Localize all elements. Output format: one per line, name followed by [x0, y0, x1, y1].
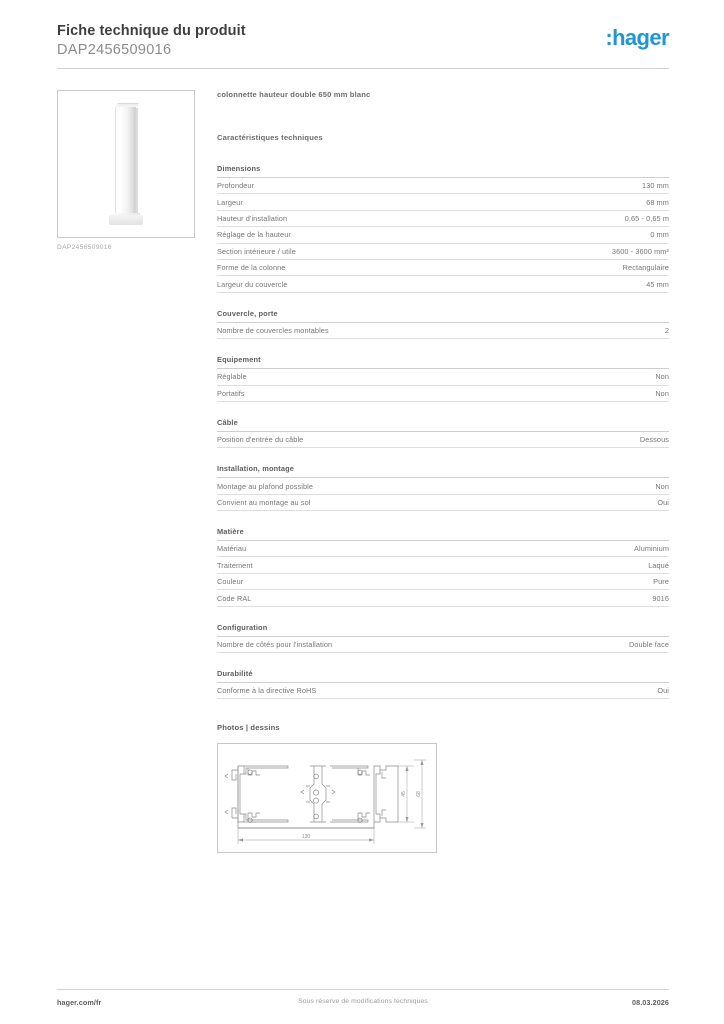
spec-group: [217, 355, 669, 402]
spec-heading: Caractéristiques techniques: [217, 133, 323, 142]
spec-label: Largeur du couvercle: [217, 279, 288, 289]
spec-value: 2: [664, 326, 669, 336]
spec-value: Pure: [653, 577, 669, 587]
spec-label: Portatifs: [217, 388, 245, 398]
spec-value: Rectangulaire: [622, 263, 669, 273]
spec-value: 0 mm: [650, 230, 669, 240]
spec-label: Réglage de la hauteur: [217, 230, 291, 240]
spec-group-title: Couvercle, porte: [217, 309, 669, 323]
spec-row: [217, 495, 669, 511]
spec-group-title: Installation, montage: [217, 464, 669, 478]
spec-value: Non: [655, 372, 669, 382]
spec-row: [217, 194, 669, 210]
spec-group-title: Câble: [217, 418, 669, 432]
product-image: [57, 90, 195, 238]
spec-row: [217, 557, 669, 573]
spec-value: 68 mm: [646, 197, 669, 207]
technical-drawing: [217, 743, 437, 853]
spec-value: Dessous: [639, 435, 669, 445]
spec-row: [217, 574, 669, 590]
spec-value: 3600 - 3600 mm²: [611, 246, 669, 256]
spec-group-title: Configuration: [217, 623, 669, 637]
spec-value: Non: [655, 481, 669, 491]
spec-row: [217, 178, 669, 194]
svg-text:130: 130: [301, 834, 311, 841]
spec-label: Couleur: [217, 577, 244, 587]
spec-row: [217, 432, 669, 448]
photos-heading: Photos | dessins: [217, 723, 280, 733]
hager-logo: :hager: [605, 25, 669, 50]
spec-label: Montage au plafond possible: [217, 481, 314, 491]
svg-text:68: 68: [416, 791, 422, 798]
spec-group: [217, 527, 669, 607]
svg-text:45: 45: [401, 791, 407, 798]
spec-value: Aluminium: [634, 544, 669, 554]
spec-label: Nombre de côtés pour l'installation: [217, 639, 333, 649]
spec-group: [217, 464, 669, 511]
spec-value: 45 mm: [646, 279, 669, 289]
spec-group: [217, 418, 669, 448]
spec-row: [217, 541, 669, 557]
spec-row: [217, 637, 669, 653]
spec-label: Code RAL: [217, 593, 252, 603]
spec-row: [217, 478, 669, 494]
spec-label: Convient au montage au sol: [217, 497, 311, 507]
spec-label: Position d'entrée du câble: [217, 435, 304, 445]
spec-value: Double face: [628, 639, 669, 649]
spec-value: 9016: [652, 593, 669, 603]
spec-row: [217, 227, 669, 243]
spec-group-title: Dimensions: [217, 164, 669, 178]
spec-label: Largeur: [217, 197, 243, 207]
spec-group: [217, 309, 669, 339]
spec-row: [217, 590, 669, 606]
spec-group-title: Durabilité: [217, 669, 669, 683]
spec-value: 0,65 - 0,65 m: [624, 214, 669, 224]
spec-label: Section intérieure / utile: [217, 246, 296, 256]
spec-row: [217, 276, 669, 292]
footer-divider: [57, 989, 669, 990]
spec-row: [217, 323, 669, 339]
spec-value: Oui: [657, 497, 669, 507]
spec-row: [217, 244, 669, 260]
spec-value: 130 mm: [642, 181, 669, 191]
spec-label: Forme de la colonne: [217, 263, 286, 273]
spec-row: [217, 260, 669, 276]
spec-group-title: Matière: [217, 527, 669, 541]
spec-row: [217, 369, 669, 385]
spec-label: Profondeur: [217, 181, 255, 191]
page-title: Fiche technique du produit: [57, 23, 246, 39]
footer-disclaimer: Sous réserve de modifications techniques: [298, 998, 428, 1005]
spec-value: Non: [655, 388, 669, 398]
spec-row: [217, 211, 669, 227]
page-header: [57, 22, 669, 60]
spec-groups: [217, 164, 669, 699]
spec-value: Oui: [657, 686, 669, 696]
product-name: colonnette hauteur double 650 mm blanc: [217, 90, 371, 99]
main-content: [217, 90, 669, 853]
spec-label: Conforme à la directive RoHS: [217, 686, 317, 696]
product-image-caption: DAP2456509016: [57, 244, 112, 251]
profile-cross-section-icon: [218, 744, 436, 852]
spec-label: Hauteur d'installation: [217, 214, 288, 224]
spec-label: Matériau: [217, 544, 247, 554]
spec-group: [217, 164, 669, 293]
spec-group-title: Equipement: [217, 355, 669, 369]
page-footer: [57, 998, 669, 1007]
header-divider: [57, 68, 669, 69]
spec-label: Nombre de couvercles montables: [217, 326, 329, 336]
spec-group: [217, 669, 669, 699]
footer-website[interactable]: hager.com/fr: [57, 998, 102, 1007]
spec-label: Réglable: [217, 372, 247, 382]
product-reference: DAP2456509016: [57, 42, 172, 59]
spec-value: Laqué: [648, 560, 669, 570]
spec-group: [217, 623, 669, 653]
product-column-photo-icon: [108, 103, 144, 227]
spec-label: Traitement: [217, 560, 253, 570]
spec-row: [217, 683, 669, 699]
footer-date: 08.03.2026: [632, 998, 669, 1007]
title-block: [57, 22, 246, 60]
spec-row: [217, 386, 669, 402]
